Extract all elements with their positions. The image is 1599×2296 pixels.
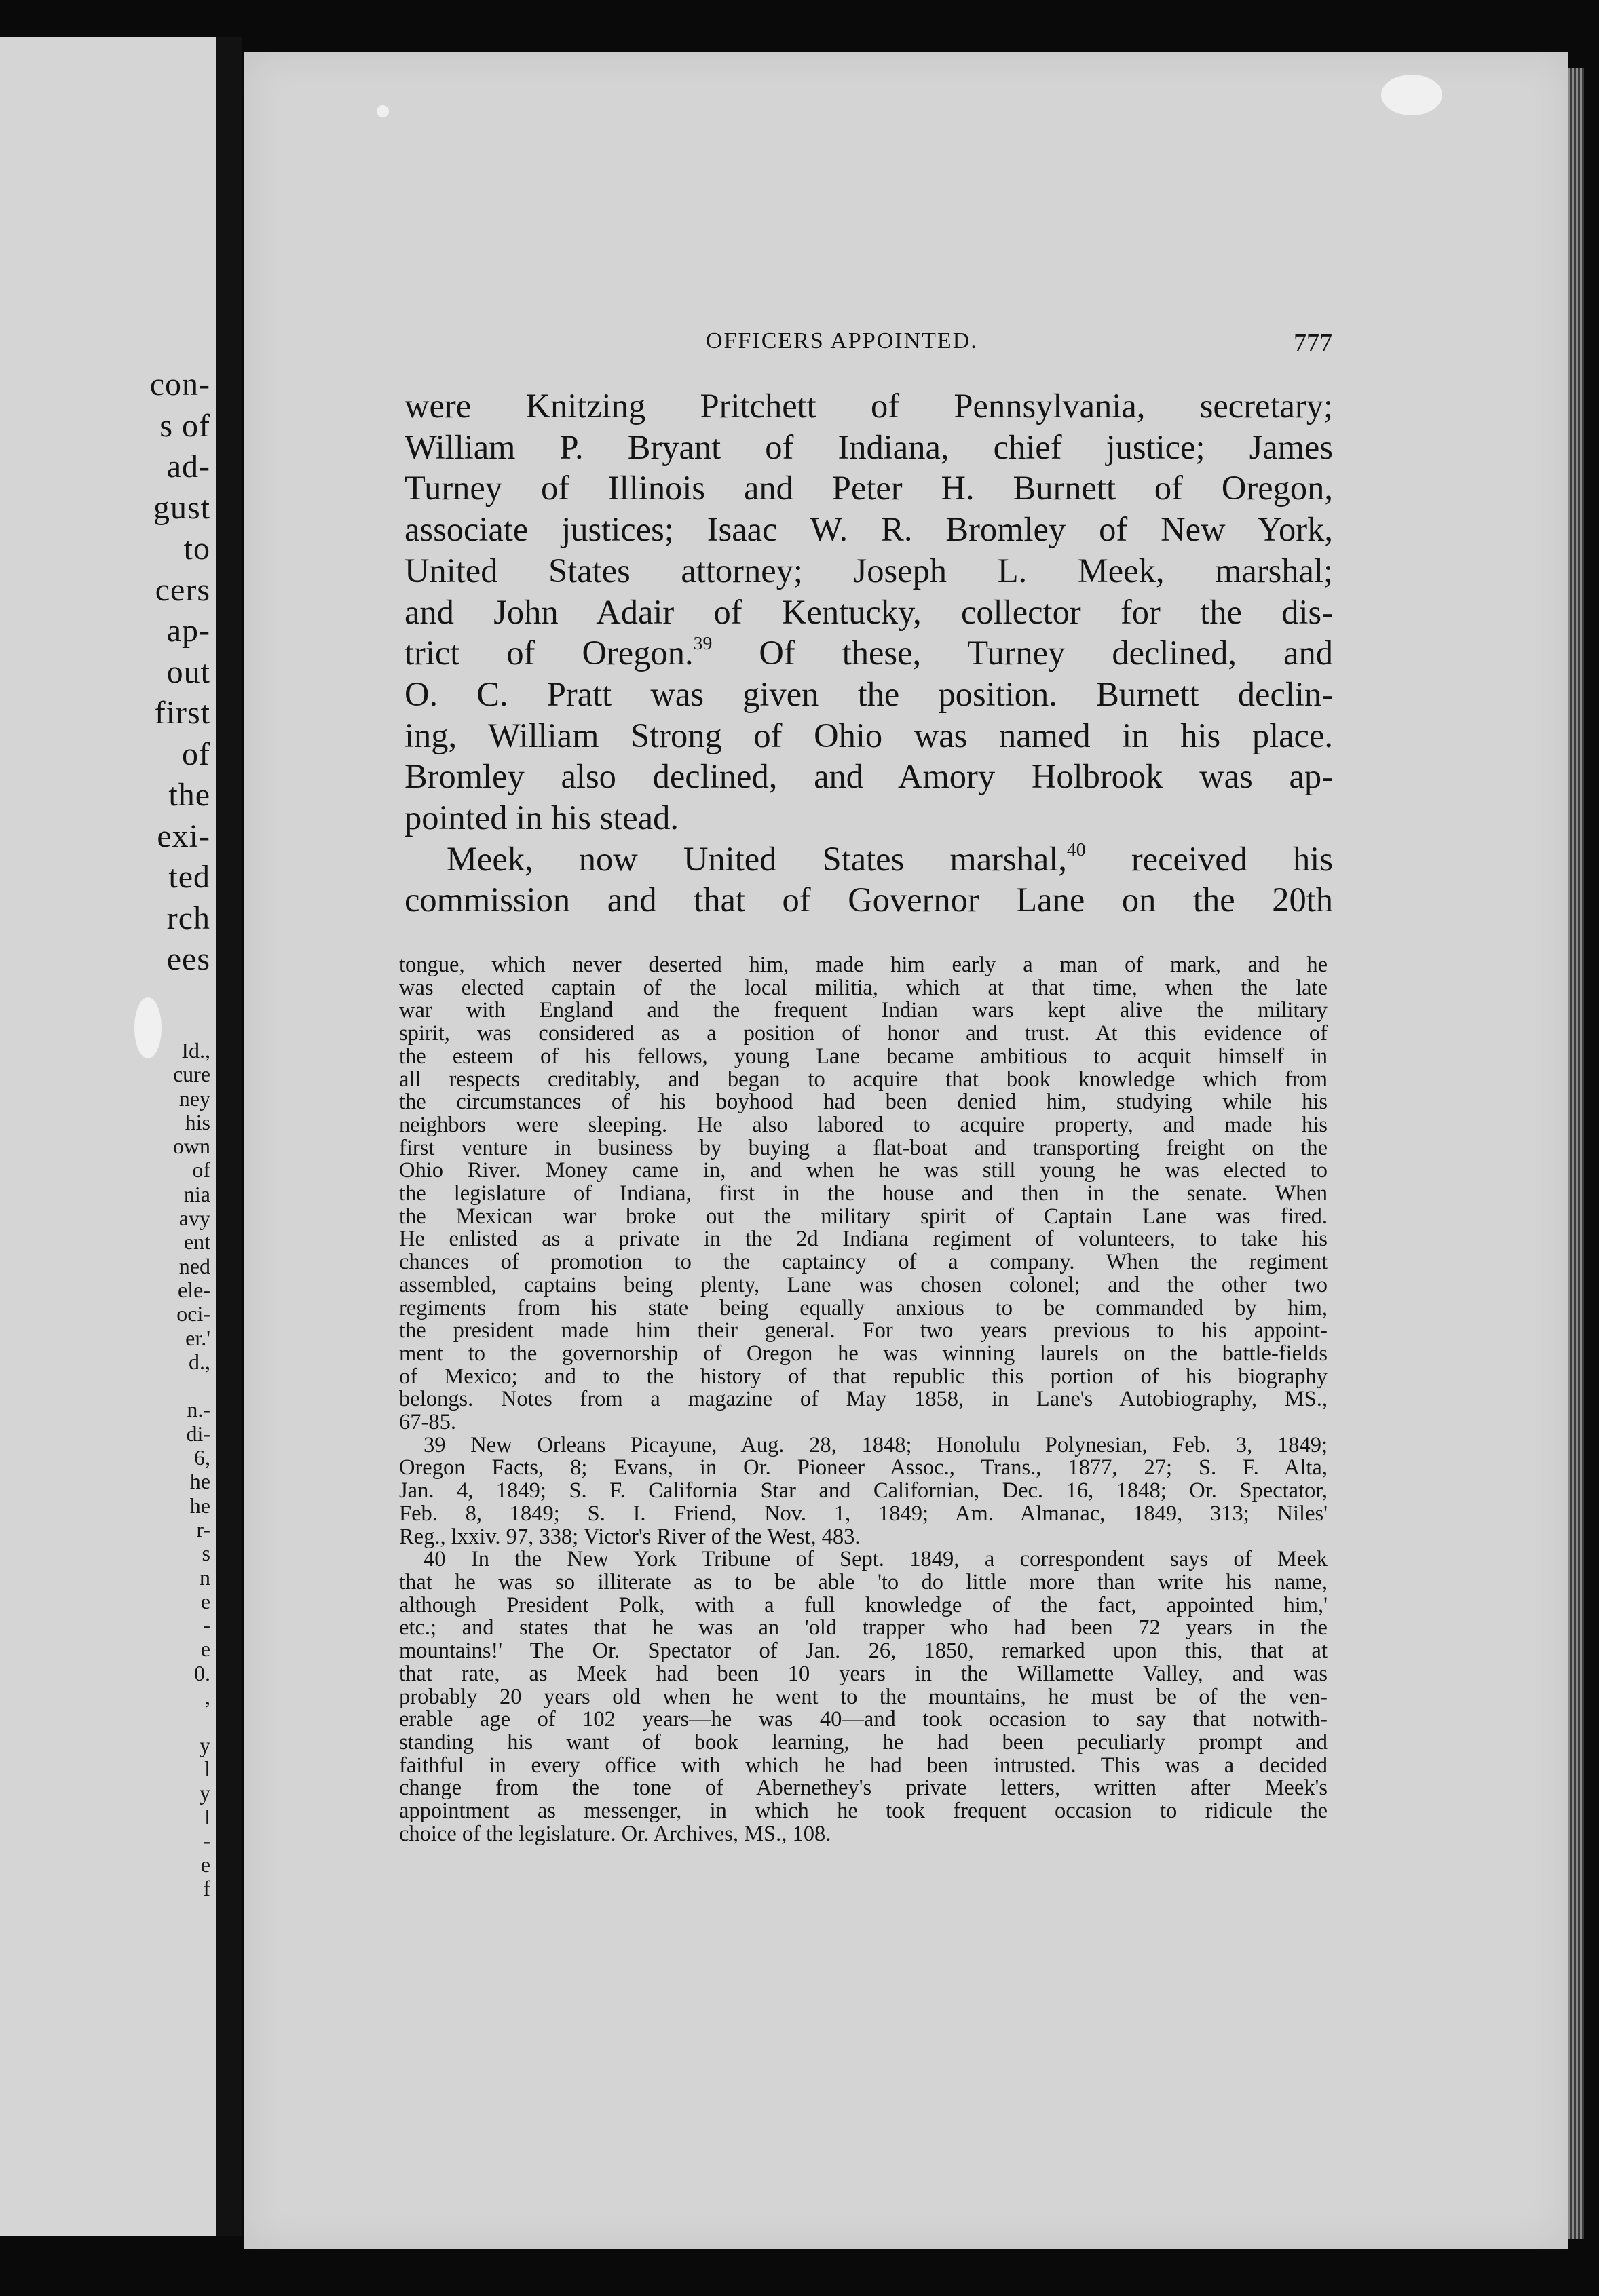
facing-note-line [173,1374,210,1398]
facing-note-line: y [200,1732,210,1757]
footnote-line: mountains!' The Or. Spectator of Jan. 26, 1850, remarked upon this, that at [399,1639,1328,1664]
facing-note-line: ned [178,1253,210,1278]
facing-note-line: 0. [194,1660,210,1685]
footnote-line: assembled, captains being plenty, Lane was chosen colonel; and the other two [399,1272,1328,1297]
footnote-line: although President Polk, with a full knowledge of the fact, appointed him,' [399,1592,1328,1618]
facing-note-line: own [172,1134,210,1159]
facing-line: ap- [166,613,210,649]
page-edges [1568,68,1584,2239]
facing-note-line: y [200,1780,210,1805]
facing-note-line: ney [178,1086,210,1111]
footnote-line: neighbors were sleeping. He also labored to acquire property, and made his [399,1112,1328,1137]
facing-note-line: his [185,1109,210,1134]
footnote-line: first venture in business by buying a flat-boat and transporting freight on the [399,1135,1328,1160]
footnote-line: spirit, was considered as a position of honor and trust. At this evidence of [399,1021,1328,1046]
footnote-line: the Mexican war broke out the military spirit of Captain Lane was fired. [399,1204,1328,1229]
facing-page-fragment [0,37,216,2236]
facing-line: to [183,531,210,567]
body-line: were Knitzing Pritchett of Pennsylvania, secretary; [405,387,1333,425]
facing-note-line: ele- [178,1277,210,1302]
book-gutter [216,37,242,2236]
facing-page-body [150,364,210,980]
facing-note-line: cure [172,1062,210,1087]
footnote-line: belongs. Notes from a magazine of May 1858, in Lane's Autobiography, MS., [399,1387,1328,1412]
facing-note-line [173,1709,210,1733]
body-line: commission and that of Governor Lane on the 20th [405,881,1333,919]
footnote-line: tongue, which never deserted him, made him early a man of mark, and he [399,953,1328,977]
footnote-line: Ohio River. Money came in, and when he was still young he was elected to [399,1158,1328,1183]
footnote-line: 40 In the New York Tribune of Sept. 1849, a correspondent says of Meek [424,1547,1328,1572]
footnote-line: 67-85. [399,1410,456,1435]
footnote-line: the president made him their general. For two years previous to his appoint- [399,1318,1328,1343]
body-line: associate justices; Isaac W. R. Bromley of New York, [405,510,1333,549]
footnote-line: that rate, as Meek had been 10 years in the Willamette Valley, and was [399,1661,1328,1686]
facing-line: ees [166,941,210,977]
facing-note-line: r- [196,1516,210,1542]
facing-note-line: l [204,1804,210,1829]
main-body-text [405,385,1333,921]
footnote-line: the esteem of his fellows, young Lane became ambitious to acquit himself in [399,1044,1328,1069]
footnote-line: the circumstances of his boyhood had been denied him, studying while his [399,1090,1328,1115]
facing-line: con- [149,366,210,402]
footnote-line: etc.; and states that he was an 'old trapper who had been 72 years in the [399,1615,1328,1641]
footnote-line: standing his want of book learning, he had been peculiarly prompt and [399,1729,1328,1755]
facing-note-line: ent [183,1229,210,1255]
facing-page-notes [173,1039,210,1901]
facing-note-line: d., [189,1349,210,1374]
facing-note-line: di- [186,1421,210,1446]
facing-note-line: Id., [181,1038,210,1063]
footnote-line: Feb. 8, 1849; S. I. Friend, Nov. 1, 1849; Am. Almanac, 1849, 313; Niles' [399,1501,1328,1526]
body-text-segment: Of these, Turney declined, and [712,634,1333,672]
facing-note-line: , [205,1685,210,1710]
facing-line: first [154,695,210,731]
scan-blemish [134,997,162,1058]
page-number: 777 [1294,329,1332,358]
footnote-ref: 39 [693,633,713,654]
facing-line: rch [166,900,210,936]
footnote-ref: 40 [1066,839,1086,860]
body-line-with-ref [405,839,1333,880]
facing-note-line: 6, [194,1445,210,1470]
body-line: ing, William Strong of Ohio was named in his place. [405,716,1333,754]
facing-note-line: er.' [185,1325,210,1350]
body-line: Turney of Illinois and Peter H. Burnett of Oregon, [405,469,1333,508]
footnote-line: Jan. 4, 1849; S. F. California Star and Californian, Dec. 16, 1848; Or. Spectator, [399,1478,1328,1504]
facing-note-line: - [203,1828,210,1853]
body-line: Bromley also declined, and Amory Holbrook was ap- [405,757,1333,796]
footnote-line: appointment as messenger, in which he took frequent occasion to ridicule the [399,1799,1328,1824]
facing-line: exi- [157,818,210,854]
footnote-line: chances of promotion to the captaincy of a company. When the regiment [399,1250,1328,1275]
footnote-line: regiments from his state being equally anxious to be commanded by him, [399,1295,1328,1320]
footnote-line: faithful in every office with which he had been intrusted. This was a decided [399,1753,1328,1778]
footnote-line: change from the tone of Abernethey's private letters, written after Meek's [399,1776,1328,1801]
facing-line: the [168,777,210,813]
facing-note-line: - [203,1613,210,1638]
facing-line: gust [153,489,210,526]
footnote-line: 39 New Orleans Picayune, Aug. 28, 1848; Honolulu Polynesian, Feb. 3, 1849; [424,1432,1328,1457]
facing-line: cers [155,571,210,608]
facing-line: ad- [166,448,210,484]
footnote-line: was elected captain of the local militia, which at that time, when the late [399,975,1328,1000]
facing-line: ted [168,859,210,895]
footnote-line: choice of the legislature. Or. Archives, MS., 108. [399,1821,831,1846]
footnote-line: all respects creditably, and began to acquire that book knowledge which from [399,1067,1328,1092]
body-line: O. C. Pratt was given the position. Burnett declin- [405,674,1333,713]
body-text-segment: received his [1085,839,1333,878]
running-head: OFFICERS APPOINTED. [706,328,978,353]
footnote-line: war with England and the frequent Indian wars kept alive the military [399,998,1328,1023]
facing-note-line: oci- [176,1301,210,1326]
scan-blemish [1381,75,1442,115]
facing-line: out [166,653,210,690]
body-line: and John Adair of Kentucky, collector for the dis- [405,592,1333,631]
body-line: pointed in his stead. [405,799,679,837]
footnote-line: Oregon Facts, 8; Evans, in Or. Pioneer Assoc., Trans., 1877, 27; S. F. Alta, [399,1455,1328,1480]
body-line: William P. Bryant of Indiana, chief justice; James [405,427,1333,466]
footnote-line: Reg., lxxiv. 97, 338; Victor's River of the West, 483. [399,1524,861,1549]
body-line-with-ref [405,632,1333,674]
body-line: United States attorney; Joseph L. Meek, marshal; [405,551,1333,590]
facing-line: of [182,735,210,772]
footnote-line: He enlisted as a private in the 2d Indiana regiment of volunteers, to take his [399,1227,1328,1252]
facing-note-line: he [189,1469,210,1494]
facing-note-line: nia [183,1181,210,1206]
body-text-segment: trict of Oregon. [405,634,694,672]
facing-note-line: f [203,1876,210,1901]
scan-blemish [377,105,389,117]
facing-note-line: he [189,1493,210,1518]
footnote-line: of Mexico; and to the history of that republic this portion of his biography [399,1364,1328,1389]
body-text-segment: Meek, now United States marshal, [447,839,1067,878]
facing-note-line: e [200,1588,210,1613]
footnote-line: the legislature of Indiana, first in the house and then in the senate. When [399,1181,1328,1206]
facing-note-line: e [200,1852,210,1877]
facing-note-line: e [200,1637,210,1662]
footnote-line: that he was so illiterate as to be able 'to do little more than write his name, [399,1569,1328,1594]
footnote-line: erable age of 102 years—he was 40—and took occasion to say that notwith- [399,1707,1328,1732]
facing-note-line: avy [178,1206,210,1231]
facing-note-line: n [200,1565,210,1590]
footnote-line: ment to the governorship of Oregon he was winning laurels on the battle-fields [399,1341,1328,1366]
facing-note-line: s [202,1541,210,1566]
footnote-line: probably 20 years old when he went to the mountains, he must be of the ven- [399,1684,1328,1709]
facing-note-line: l [204,1756,210,1781]
facing-note-line: of [192,1157,210,1183]
facing-line: s of [159,407,210,444]
facing-note-line: n.- [187,1397,210,1422]
footnotes [399,954,1328,1845]
